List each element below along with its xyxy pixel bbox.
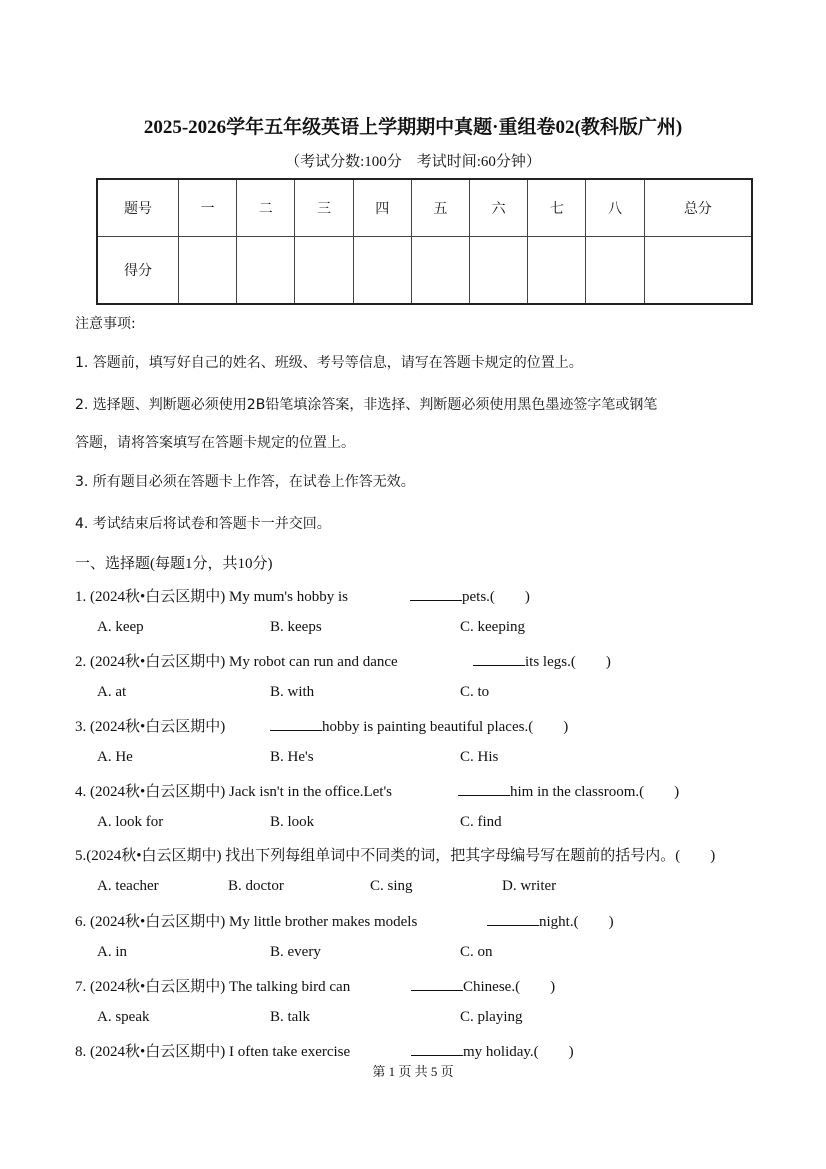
question-text-after: him in the classroom.( )	[510, 784, 680, 800]
question-source: 3. (2024秋•白云区期中)	[75, 719, 226, 735]
question-text-after: my holiday.( )	[463, 1044, 574, 1060]
answer-option: A. look for	[97, 814, 164, 830]
answer-option: B. He's	[270, 749, 314, 765]
question-source: 6. (2024秋•白云区期中)	[75, 914, 226, 930]
question-source: 5.(2024秋•白云区期中)	[75, 848, 222, 864]
question-stem	[75, 715, 225, 736]
question-source: 4. (2024秋•白云区期中)	[75, 784, 226, 800]
answer-option: B. with	[270, 684, 315, 700]
question-text-after: hobby is painting beautiful places.( )	[322, 719, 569, 735]
exam-subtitle: （考试分数:100分 考试时间:60分钟）	[285, 154, 541, 170]
answer-blank-line	[458, 780, 679, 801]
score-table-score-row	[97, 236, 752, 304]
blank[interactable]	[473, 653, 525, 666]
blank[interactable]	[410, 588, 462, 601]
score-header-cell: 一	[179, 179, 237, 236]
page-footer: 第 1 页 共 5 页	[372, 1064, 454, 1079]
answer-option: C. playing	[460, 1009, 523, 1025]
question-text: My mum's hobby is	[229, 589, 348, 605]
score-cell[interactable]	[470, 236, 528, 304]
question-stem	[75, 585, 348, 606]
question-text: My little brother makes models	[229, 914, 418, 930]
question-source: 7. (2024秋•白云区期中)	[75, 979, 226, 995]
section-heading: 一、选择题(每题1分，共10分)	[75, 556, 273, 572]
answer-option: B. every	[270, 944, 321, 960]
note-line: 2. 选择题、判断题必须使用2B铅笔填涂答案，非选择、判断题必须使用黑色墨迹签字笔或钢笔	[75, 397, 658, 413]
blank[interactable]	[270, 718, 322, 731]
score-cell[interactable]	[237, 236, 295, 304]
question-text: My robot can run and dance	[229, 654, 398, 670]
score-cell[interactable]	[586, 236, 644, 304]
score-cell[interactable]	[295, 236, 353, 304]
question-text-after: night.( )	[539, 914, 614, 930]
answer-option: A. He	[97, 749, 133, 765]
score-header-cell: 五	[411, 179, 469, 236]
answer-blank-line	[487, 910, 614, 931]
score-table-header-row	[97, 179, 752, 236]
note-line: 3. 所有题目必须在答题卡上作答，在试卷上作答无效。	[75, 474, 415, 490]
answer-option: A. keep	[97, 619, 144, 635]
question-text: Jack isn't in the office.Let's	[229, 784, 393, 800]
score-table	[96, 178, 753, 305]
question-stem	[75, 975, 350, 996]
question-text-after: Chinese.( )	[463, 979, 556, 995]
score-header-cell: 二	[237, 179, 295, 236]
score-row-label: 得分	[97, 236, 179, 304]
note-line: 1. 答题前，填写好自己的姓名、班级、考号等信息，请写在答题卡规定的位置上。	[75, 355, 583, 371]
blank[interactable]	[458, 783, 510, 796]
question-text-after: pets.( )	[462, 589, 530, 605]
answer-blank-line	[473, 650, 611, 671]
answer-option: C. find	[460, 814, 502, 830]
answer-option: C. to	[460, 684, 490, 700]
score-cell[interactable]	[179, 236, 237, 304]
answer-blank-line	[411, 975, 555, 996]
question-source: 8. (2024秋•白云区期中)	[75, 1044, 226, 1060]
answer-option: B. look	[270, 814, 315, 830]
answer-option: A. at	[97, 684, 127, 700]
answer-option: C. His	[460, 749, 499, 765]
answer-blank-line	[270, 715, 568, 736]
answer-option: A. teacher	[97, 878, 159, 894]
question-text: I often take exercise	[229, 1044, 351, 1060]
answer-option: A. in	[97, 944, 127, 960]
question-stem	[75, 844, 715, 865]
answer-option: C. keeping	[460, 619, 525, 635]
notes-title: 注意事项:	[75, 316, 136, 332]
answer-option: B. keeps	[270, 619, 322, 635]
answer-blank-line	[410, 585, 530, 606]
score-cell[interactable]	[528, 236, 586, 304]
answer-option: C. on	[460, 944, 493, 960]
question-stem	[75, 780, 392, 801]
question-stem	[75, 910, 417, 931]
score-header-cell: 八	[586, 179, 644, 236]
answer-option: C. sing	[370, 878, 413, 894]
score-header-cell: 总分	[644, 179, 752, 236]
score-cell[interactable]	[353, 236, 411, 304]
note-line: 4. 考试结束后将试卷和答题卡一并交回。	[75, 516, 331, 532]
blank[interactable]	[487, 913, 539, 926]
score-cell[interactable]	[411, 236, 469, 304]
question-source: 1. (2024秋•白云区期中)	[75, 589, 226, 605]
answer-option: A. speak	[97, 1009, 150, 1025]
blank[interactable]	[411, 1043, 463, 1056]
question-text: The talking bird can	[229, 979, 351, 995]
score-header-cell: 四	[353, 179, 411, 236]
blank[interactable]	[411, 978, 463, 991]
answer-option: B. doctor	[228, 878, 284, 894]
question-stem	[75, 650, 398, 671]
score-header-cell: 六	[470, 179, 528, 236]
question-text: 找出下列每组单词中不同类的词，把其字母编号写在题前的括号内。( )	[225, 848, 716, 864]
score-header-cell: 题号	[97, 179, 179, 236]
answer-option: D. writer	[502, 878, 557, 894]
exam-title: 2025-2026学年五年级英语上学期期中真题·重组卷02(教科版广州)	[143, 117, 683, 138]
score-header-cell: 七	[528, 179, 586, 236]
question-stem	[75, 1040, 350, 1061]
question-source: 2. (2024秋•白云区期中)	[75, 654, 226, 670]
note-line: 答题，请将答案填写在答题卡规定的位置上。	[75, 435, 355, 451]
answer-option: B. talk	[270, 1009, 310, 1025]
question-text-after: its legs.( )	[525, 654, 611, 670]
score-cell[interactable]	[644, 236, 752, 304]
score-header-cell: 三	[295, 179, 353, 236]
answer-blank-line	[411, 1040, 574, 1061]
